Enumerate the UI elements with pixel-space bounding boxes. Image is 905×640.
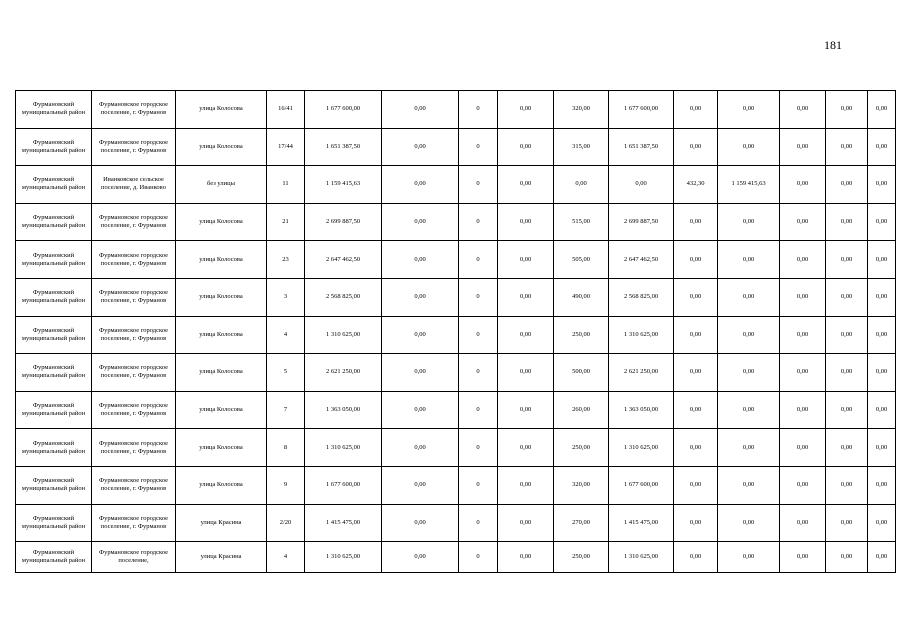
value-cell: 0,00 xyxy=(382,91,459,129)
house-cell: 4 xyxy=(267,316,305,354)
value-cell: 1 310 625,00 xyxy=(305,316,382,354)
settlement-cell: Фурмановское городское поселение, xyxy=(92,542,176,573)
house-cell: 5 xyxy=(267,354,305,392)
district-cell: Фурмановский муниципальный район xyxy=(16,316,92,354)
street-cell: улица Колосова xyxy=(176,128,267,166)
value-cell: 0,00 xyxy=(780,166,826,204)
table-row xyxy=(16,504,896,542)
value-cell: 0,00 xyxy=(498,128,554,166)
value-cell: 1 677 600,00 xyxy=(609,466,674,504)
value-cell: 0,00 xyxy=(780,316,826,354)
value-cell: 0,00 xyxy=(674,241,718,279)
value-cell: 0,00 xyxy=(382,391,459,429)
value-cell: 2 647 462,50 xyxy=(305,241,382,279)
value-cell: 1 415 475,00 xyxy=(305,504,382,542)
street-cell: улица Красина xyxy=(176,504,267,542)
district-cell: Фурмановский муниципальный район xyxy=(16,504,92,542)
value-cell: 0,00 xyxy=(382,504,459,542)
district-cell: Фурмановский муниципальный район xyxy=(16,278,92,316)
value-cell: 0,00 xyxy=(498,504,554,542)
value-cell: 0,00 xyxy=(780,241,826,279)
value-cell: 0,00 xyxy=(498,354,554,392)
value-cell: 0,00 xyxy=(498,203,554,241)
value-cell: 0,00 xyxy=(674,466,718,504)
street-cell: улица Колосова xyxy=(176,316,267,354)
district-cell: Фурмановский муниципальный район xyxy=(16,391,92,429)
settlement-cell: Фурмановское городское поселение, г. Фурманов xyxy=(92,354,176,392)
value-cell: 0,00 xyxy=(718,316,780,354)
value-cell: 0,00 xyxy=(382,354,459,392)
value-cell: 0,00 xyxy=(780,429,826,467)
value-cell: 0,00 xyxy=(868,278,896,316)
value-cell: 0 xyxy=(459,91,498,129)
value-cell: 1 651 387,50 xyxy=(305,128,382,166)
value-cell: 0 xyxy=(459,391,498,429)
value-cell: 0,00 xyxy=(674,429,718,467)
district-cell: Фурмановский муниципальный район xyxy=(16,241,92,279)
value-cell: 500,00 xyxy=(554,354,609,392)
value-cell: 320,00 xyxy=(554,91,609,129)
value-cell: 0,00 xyxy=(718,542,780,573)
value-cell: 0,00 xyxy=(382,166,459,204)
house-cell: 23 xyxy=(267,241,305,279)
settlement-cell: Фурмановское городское поселение, г. Фурманов xyxy=(92,241,176,279)
district-cell: Фурмановский муниципальный район xyxy=(16,91,92,129)
value-cell: 0,00 xyxy=(498,429,554,467)
street-cell: улица Колосова xyxy=(176,391,267,429)
value-cell: 1 310 625,00 xyxy=(305,542,382,573)
settlement-cell: Фурмановское городское поселение, г. Фурманов xyxy=(92,504,176,542)
value-cell: 0,00 xyxy=(498,241,554,279)
house-cell: 21 xyxy=(267,203,305,241)
value-cell: 0,00 xyxy=(674,391,718,429)
table-row xyxy=(16,466,896,504)
settlement-cell: Фурмановское городское поселение, г. Фурманов xyxy=(92,391,176,429)
value-cell: 0 xyxy=(459,542,498,573)
value-cell: 315,00 xyxy=(554,128,609,166)
value-cell: 0,00 xyxy=(826,391,868,429)
value-cell: 0,00 xyxy=(382,241,459,279)
value-cell: 0 xyxy=(459,278,498,316)
value-cell: 0,00 xyxy=(382,278,459,316)
data-table xyxy=(15,90,896,573)
district-cell: Фурмановский муниципальный район xyxy=(16,354,92,392)
value-cell: 515,00 xyxy=(554,203,609,241)
value-cell: 0,00 xyxy=(780,391,826,429)
value-cell: 1 363 050,00 xyxy=(609,391,674,429)
value-cell: 0 xyxy=(459,166,498,204)
value-cell: 0 xyxy=(459,316,498,354)
page-number: 181 xyxy=(824,38,842,52)
value-cell: 2 568 825,00 xyxy=(305,278,382,316)
house-cell: 9 xyxy=(267,466,305,504)
value-cell: 0,00 xyxy=(780,466,826,504)
value-cell: 0,00 xyxy=(868,128,896,166)
value-cell: 0,00 xyxy=(718,278,780,316)
value-cell: 2 621 250,00 xyxy=(305,354,382,392)
settlement-cell: Иванковское сельское поселение, д. Иванково xyxy=(92,166,176,204)
value-cell: 0,00 xyxy=(826,91,868,129)
street-cell: улица Колосова xyxy=(176,241,267,279)
district-cell: Фурмановский муниципальный район xyxy=(16,203,92,241)
value-cell: 490,00 xyxy=(554,278,609,316)
value-cell: 0,00 xyxy=(382,203,459,241)
value-cell: 2 699 887,50 xyxy=(305,203,382,241)
value-cell: 0,00 xyxy=(718,504,780,542)
value-cell: 1 415 475,00 xyxy=(609,504,674,542)
settlement-cell: Фурмановское городское поселение, г. Фурманов xyxy=(92,278,176,316)
value-cell: 0,00 xyxy=(868,241,896,279)
value-cell: 0,00 xyxy=(718,429,780,467)
district-cell: Фурмановский муниципальный район xyxy=(16,166,92,204)
street-cell: улица Колосова xyxy=(176,91,267,129)
house-cell: 4 xyxy=(267,542,305,573)
value-cell: 0,00 xyxy=(826,241,868,279)
table-row xyxy=(16,429,896,467)
table-body xyxy=(16,91,896,573)
value-cell: 0,00 xyxy=(382,316,459,354)
value-cell: 2 647 462,50 xyxy=(609,241,674,279)
value-cell: 1 363 050,00 xyxy=(305,391,382,429)
value-cell: 0,00 xyxy=(826,316,868,354)
street-cell: улица Колосова xyxy=(176,278,267,316)
table-row xyxy=(16,354,896,392)
house-cell: 3 xyxy=(267,278,305,316)
value-cell: 0,00 xyxy=(718,354,780,392)
value-cell: 0,00 xyxy=(826,166,868,204)
value-cell: 1 310 625,00 xyxy=(609,429,674,467)
value-cell: 0,00 xyxy=(382,128,459,166)
value-cell: 1 159 415,63 xyxy=(305,166,382,204)
house-cell: 16/41 xyxy=(267,91,305,129)
value-cell: 260,00 xyxy=(554,391,609,429)
value-cell: 320,00 xyxy=(554,466,609,504)
value-cell: 0,00 xyxy=(382,466,459,504)
value-cell: 0,00 xyxy=(718,391,780,429)
value-cell: 0,00 xyxy=(498,91,554,129)
value-cell: 250,00 xyxy=(554,316,609,354)
value-cell: 0,00 xyxy=(498,542,554,573)
value-cell: 2 568 825,00 xyxy=(609,278,674,316)
value-cell: 0,00 xyxy=(382,542,459,573)
value-cell: 0,00 xyxy=(826,354,868,392)
table-row xyxy=(16,391,896,429)
district-cell: Фурмановский муниципальный район xyxy=(16,128,92,166)
value-cell: 0,00 xyxy=(498,391,554,429)
value-cell: 0,00 xyxy=(868,203,896,241)
street-cell: улица Колосова xyxy=(176,354,267,392)
value-cell: 0,00 xyxy=(674,504,718,542)
value-cell: 1 651 387,50 xyxy=(609,128,674,166)
value-cell: 1 677 600,00 xyxy=(305,91,382,129)
value-cell: 0,00 xyxy=(780,504,826,542)
value-cell: 0,00 xyxy=(498,316,554,354)
value-cell: 0 xyxy=(459,354,498,392)
value-cell: 0,00 xyxy=(868,429,896,467)
street-cell: улица Колосова xyxy=(176,466,267,504)
value-cell: 2 699 887,50 xyxy=(609,203,674,241)
value-cell: 432,30 xyxy=(674,166,718,204)
value-cell: 0,00 xyxy=(674,278,718,316)
value-cell: 0,00 xyxy=(780,542,826,573)
value-cell: 0,00 xyxy=(868,91,896,129)
house-cell: 17/44 xyxy=(267,128,305,166)
value-cell: 0,00 xyxy=(826,466,868,504)
value-cell: 1 310 625,00 xyxy=(609,542,674,573)
value-cell: 0,00 xyxy=(718,91,780,129)
value-cell: 270,00 xyxy=(554,504,609,542)
district-cell: Фурмановский муниципальный район xyxy=(16,466,92,504)
value-cell: 1 677 600,00 xyxy=(609,91,674,129)
value-cell: 0,00 xyxy=(609,166,674,204)
value-cell: 0,00 xyxy=(868,316,896,354)
value-cell: 0,00 xyxy=(718,241,780,279)
value-cell: 0,00 xyxy=(674,128,718,166)
value-cell: 0,00 xyxy=(780,278,826,316)
settlement-cell: Фурмановское городское поселение, г. Фурманов xyxy=(92,91,176,129)
value-cell: 0,00 xyxy=(674,316,718,354)
table-row xyxy=(16,278,896,316)
house-cell: 11 xyxy=(267,166,305,204)
table-row xyxy=(16,91,896,129)
value-cell: 0 xyxy=(459,241,498,279)
value-cell: 505,00 xyxy=(554,241,609,279)
value-cell: 0,00 xyxy=(826,278,868,316)
settlement-cell: Фурмановское городское поселение, г. Фурманов xyxy=(92,128,176,166)
value-cell: 0,00 xyxy=(382,429,459,467)
value-cell: 0,00 xyxy=(868,542,896,573)
value-cell: 0,00 xyxy=(868,504,896,542)
value-cell: 0,00 xyxy=(826,542,868,573)
value-cell: 0,00 xyxy=(780,203,826,241)
value-cell: 0,00 xyxy=(674,91,718,129)
table-row xyxy=(16,166,896,204)
settlement-cell: Фурмановское городское поселение, г. Фурманов xyxy=(92,316,176,354)
house-cell: 2/20 xyxy=(267,504,305,542)
value-cell: 0 xyxy=(459,504,498,542)
value-cell: 0,00 xyxy=(498,466,554,504)
table-row xyxy=(16,128,896,166)
value-cell: 0,00 xyxy=(498,166,554,204)
value-cell: 0 xyxy=(459,466,498,504)
value-cell: 0,00 xyxy=(780,91,826,129)
street-cell: улица Колосова xyxy=(176,203,267,241)
house-cell: 7 xyxy=(267,391,305,429)
value-cell: 0 xyxy=(459,128,498,166)
value-cell: 0,00 xyxy=(674,354,718,392)
value-cell: 0,00 xyxy=(554,166,609,204)
table-row xyxy=(16,203,896,241)
value-cell: 1 159 415,63 xyxy=(718,166,780,204)
table-row xyxy=(16,241,896,279)
value-cell: 0,00 xyxy=(780,354,826,392)
table-row xyxy=(16,542,896,573)
value-cell: 0,00 xyxy=(718,203,780,241)
value-cell: 0,00 xyxy=(868,166,896,204)
value-cell: 250,00 xyxy=(554,429,609,467)
value-cell: 0 xyxy=(459,203,498,241)
value-cell: 0,00 xyxy=(718,466,780,504)
value-cell: 0,00 xyxy=(780,128,826,166)
value-cell: 0,00 xyxy=(718,128,780,166)
value-cell: 0,00 xyxy=(826,429,868,467)
value-cell: 0,00 xyxy=(868,466,896,504)
value-cell: 0,00 xyxy=(674,203,718,241)
settlement-cell: Фурмановское городское поселение, г. Фурманов xyxy=(92,203,176,241)
street-cell: улица Колосова xyxy=(176,429,267,467)
value-cell: 1 677 600,00 xyxy=(305,466,382,504)
value-cell: 0,00 xyxy=(826,128,868,166)
value-cell: 0,00 xyxy=(674,542,718,573)
value-cell: 0,00 xyxy=(868,354,896,392)
value-cell: 1 310 625,00 xyxy=(305,429,382,467)
value-cell: 0,00 xyxy=(868,391,896,429)
value-cell: 250,00 xyxy=(554,542,609,573)
settlement-cell: Фурмановское городское поселение, г. Фурманов xyxy=(92,429,176,467)
value-cell: 0,00 xyxy=(498,278,554,316)
district-cell: Фурмановский муниципальный район xyxy=(16,429,92,467)
house-cell: 8 xyxy=(267,429,305,467)
street-cell: без улицы xyxy=(176,166,267,204)
table-row xyxy=(16,316,896,354)
value-cell: 1 310 625,00 xyxy=(609,316,674,354)
settlement-cell: Фурмановское городское поселение, г. Фурманов xyxy=(92,466,176,504)
value-cell: 2 621 250,00 xyxy=(609,354,674,392)
street-cell: улица Красина xyxy=(176,542,267,573)
value-cell: 0 xyxy=(459,429,498,467)
value-cell: 0,00 xyxy=(826,504,868,542)
value-cell: 0,00 xyxy=(826,203,868,241)
district-cell: Фурмановский муниципальный район xyxy=(16,542,92,573)
